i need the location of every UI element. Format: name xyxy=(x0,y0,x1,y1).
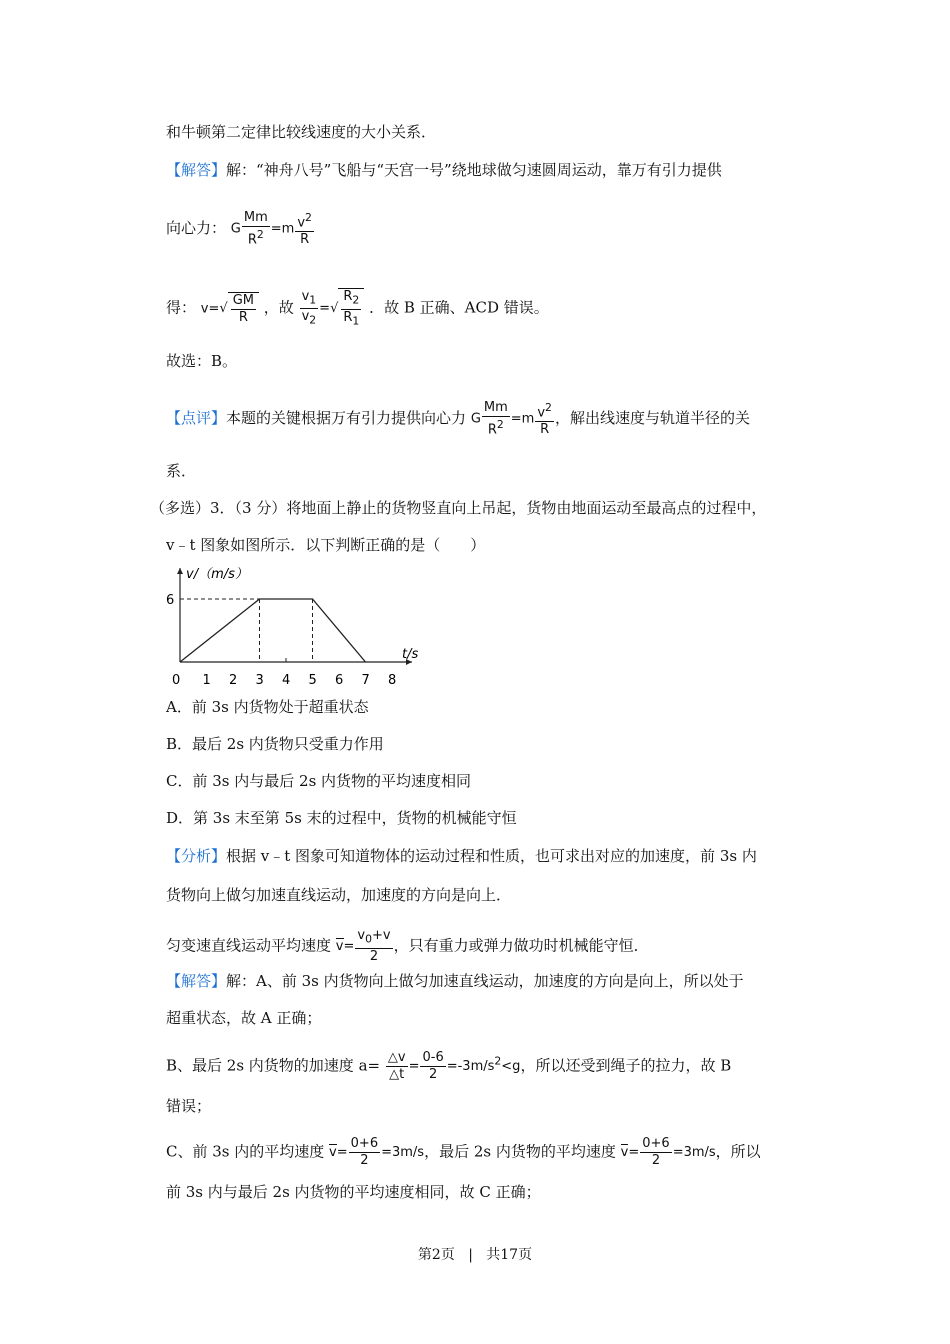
answer-line xyxy=(166,971,744,991)
formula-symbol: = xyxy=(408,1059,420,1074)
answer-line xyxy=(166,1050,731,1083)
answer-suffix: ．故 B 正确、ACD 错误。 xyxy=(369,298,549,317)
x-tick-label: 0 xyxy=(172,673,181,688)
denominator: 2 xyxy=(360,1153,369,1168)
answer-text: ，最后 2s 内货物的平均速度 xyxy=(424,1142,616,1161)
footer-separator: | xyxy=(468,1247,473,1263)
subscript: 1 xyxy=(352,314,360,328)
gravity-formula xyxy=(471,400,555,438)
denominator: R xyxy=(300,232,310,248)
radicand xyxy=(338,288,364,329)
option-a: A．前 3s 内货物处于超重状态 xyxy=(166,698,369,716)
analysis-text: 匀变速直线运动平均速度 xyxy=(166,936,332,955)
denominator: △t xyxy=(389,1067,405,1082)
fraction xyxy=(231,293,256,326)
fraction xyxy=(482,400,510,438)
avg-velocity-formula xyxy=(329,1136,424,1169)
denominator: R xyxy=(238,309,248,325)
numerator: △v xyxy=(387,1050,406,1065)
fraction xyxy=(386,1050,408,1083)
formula-symbol: v xyxy=(329,1145,337,1160)
velocity-line xyxy=(180,599,366,662)
acceleration-formula xyxy=(385,1050,521,1083)
radicand xyxy=(228,292,259,326)
page-footer xyxy=(0,1244,950,1264)
answer-text: ，所以 xyxy=(715,1142,761,1161)
formula-symbol: G xyxy=(470,411,481,427)
superscript: 2 xyxy=(545,401,552,414)
y-axis-arrow xyxy=(177,568,183,574)
answer-prefix: 得： xyxy=(166,298,197,317)
page-number: 第2页 xyxy=(417,1247,455,1263)
answer-text: 解：“神舟八号”飞船与“天宫一号”绕地球做匀速圆周运动，靠万有引力提供 xyxy=(226,161,722,179)
formula-symbol: v xyxy=(301,309,310,325)
gravity-formula xyxy=(231,210,315,248)
denominator xyxy=(486,417,506,438)
velocity-formula xyxy=(201,292,259,326)
ratio-formula xyxy=(299,288,365,329)
fraction xyxy=(420,1050,445,1083)
option-b: B．最后 2s 内货物只受重力作用 xyxy=(166,735,384,753)
formula-symbol: v xyxy=(297,215,306,231)
formula-symbol: v xyxy=(335,938,344,954)
x-tick-label: 4 xyxy=(282,673,291,688)
formula-symbol: v= xyxy=(200,301,220,317)
answer-tag: 【解答】 xyxy=(166,161,227,179)
formula-symbol: G xyxy=(230,221,241,237)
answer-line xyxy=(166,210,315,248)
formula-symbol: = xyxy=(343,938,355,954)
answer-text: C、前 3s 内的平均速度 xyxy=(166,1142,325,1161)
formula-symbol: v xyxy=(537,405,546,421)
analysis-line xyxy=(166,846,757,866)
y-tick-label: 6 xyxy=(166,593,175,608)
numerator xyxy=(341,289,361,310)
answer-line xyxy=(166,160,722,180)
answer-choice: 故选：B。 xyxy=(166,352,238,370)
superscript: 2 xyxy=(496,418,504,431)
fraction xyxy=(300,289,319,329)
analysis-line: 货物向上做匀加速直线运动，加速度的方向是向上． xyxy=(166,886,512,904)
formula-symbol: +v xyxy=(372,928,391,943)
formula-symbol: =m xyxy=(510,411,535,427)
sqrt: √ $\frac{GM}{R}$ xyxy=(219,292,259,326)
vt-chart xyxy=(160,562,440,692)
subscript: 0 xyxy=(365,932,372,946)
review-text: 本题的关键根据万有引力提供向心力 xyxy=(226,409,467,428)
fraction xyxy=(355,928,392,965)
answer-mid: ，故 xyxy=(263,298,294,317)
review-tag: 【点评】 xyxy=(166,409,227,428)
answer-line: 错误； xyxy=(166,1097,212,1115)
formula-symbol: v xyxy=(301,288,310,304)
x-tick-label: 3 xyxy=(255,673,264,688)
formula-symbol: v xyxy=(357,928,366,943)
fraction xyxy=(341,289,361,329)
analysis-text: ，只有重力或弹力做功时机械能守恒． xyxy=(393,936,649,955)
formula-symbol: v xyxy=(620,1145,629,1160)
analysis-line xyxy=(166,928,649,965)
review-line: 系． xyxy=(166,462,197,480)
page-total: 共17页 xyxy=(486,1247,533,1263)
denominator: 2 xyxy=(651,1153,661,1168)
answer-line: 超重状态，故 A 正确； xyxy=(166,1009,322,1027)
avg-velocity-formula xyxy=(621,1136,716,1169)
superscript: 2 xyxy=(256,228,264,241)
formula-symbol: R xyxy=(487,422,497,438)
denominator: R xyxy=(540,422,550,438)
fraction xyxy=(349,1136,380,1169)
x-tick-label: 8 xyxy=(388,673,397,688)
superscript: 2 xyxy=(305,211,312,224)
formula-symbol: R xyxy=(247,232,257,248)
answer-line xyxy=(166,288,549,329)
answer-text: ，所以还受到绳子的拉力，故 B xyxy=(520,1056,732,1075)
analysis-text: 根据 v﹣t 图象可知道物体的运动过程和性质，也可求出对应的加速度，前 3s 内 xyxy=(226,847,757,865)
denominator xyxy=(246,227,266,248)
question-stem: （多选）3．（3 分）将地面上静止的货物竖直向上吊起，货物由地面运动至最高点的过程中， xyxy=(150,499,767,517)
formula-symbol: = xyxy=(336,1145,348,1160)
y-axis-label: v/（m/s） xyxy=(186,567,248,582)
analysis-tag: 【分析】 xyxy=(166,847,227,865)
x-axis-label: t/s xyxy=(402,647,419,662)
denominator: 2 xyxy=(428,1067,438,1082)
denominator: 2 xyxy=(369,948,379,964)
numerator xyxy=(535,400,554,422)
text-line: 和牛顿第二定律比较线速度的大小关系． xyxy=(166,123,437,141)
numerator: Mm xyxy=(483,400,508,415)
answer-line xyxy=(166,1136,761,1169)
numerator: 0-6 xyxy=(422,1050,444,1065)
numerator: GM xyxy=(232,292,254,308)
avg-velocity-formula xyxy=(336,928,394,965)
formula-symbol: =m xyxy=(270,221,295,237)
answer-line: 前 3s 内与最后 2s 内货物的平均速度相同，故 C 正确； xyxy=(166,1183,541,1201)
answer-text: B、最后 2s 内货物的加速度 a= xyxy=(166,1056,381,1075)
answer-tag: 【解答】 xyxy=(166,972,227,990)
fraction xyxy=(242,210,270,248)
question-stem: v﹣t 图象如图所示．以下判断正确的是（ ） xyxy=(166,536,486,554)
option-c: C．前 3s 内与最后 2s 内货物的平均速度相同 xyxy=(166,772,472,790)
fraction xyxy=(295,210,314,248)
formula-symbol: =3m/s xyxy=(672,1145,716,1160)
sqrt: √ $\frac{R_2}{R_1}$ xyxy=(330,288,364,329)
formula-symbol: R xyxy=(343,289,353,304)
subscript: 1 xyxy=(309,293,317,307)
formula-symbol: R xyxy=(343,309,353,325)
numerator: 0+6 xyxy=(350,1136,379,1151)
review-text: ，解出线速度与轨道半径的关 xyxy=(554,409,750,428)
answer-prefix: 向心力： xyxy=(166,219,227,238)
numerator: Mm xyxy=(243,210,268,225)
x-tick-label: 7 xyxy=(361,673,370,688)
subscript: 2 xyxy=(309,313,317,327)
formula-symbol: =-3m/s xyxy=(446,1059,495,1074)
numerator: 0+6 xyxy=(642,1136,670,1151)
superscript: 2 xyxy=(494,1054,502,1068)
review-line xyxy=(166,400,750,438)
formula-symbol: =3m/s xyxy=(381,1145,425,1160)
x-tick-label: 6 xyxy=(335,673,344,688)
formula-symbol: = xyxy=(628,1145,640,1160)
formula-symbol: = xyxy=(319,301,331,317)
x-tick-label: 1 xyxy=(202,673,211,688)
numerator xyxy=(300,289,319,310)
fraction xyxy=(535,400,554,438)
x-tick-label: 2 xyxy=(229,673,238,688)
answer-text: 解：A、前 3s 内货物向上做匀加速直线运动，加速度的方向是向上，所以处于 xyxy=(226,972,744,990)
numerator xyxy=(295,210,314,232)
denominator xyxy=(341,310,361,330)
subscript: 2 xyxy=(352,293,360,307)
numerator xyxy=(355,928,392,949)
denominator xyxy=(300,309,319,329)
fraction xyxy=(640,1136,671,1169)
formula-symbol: <g xyxy=(501,1059,521,1074)
option-d: D．第 3s 末至第 5s 末的过程中，货物的机械能守恒 xyxy=(166,809,517,827)
x-tick-label: 5 xyxy=(308,673,317,688)
